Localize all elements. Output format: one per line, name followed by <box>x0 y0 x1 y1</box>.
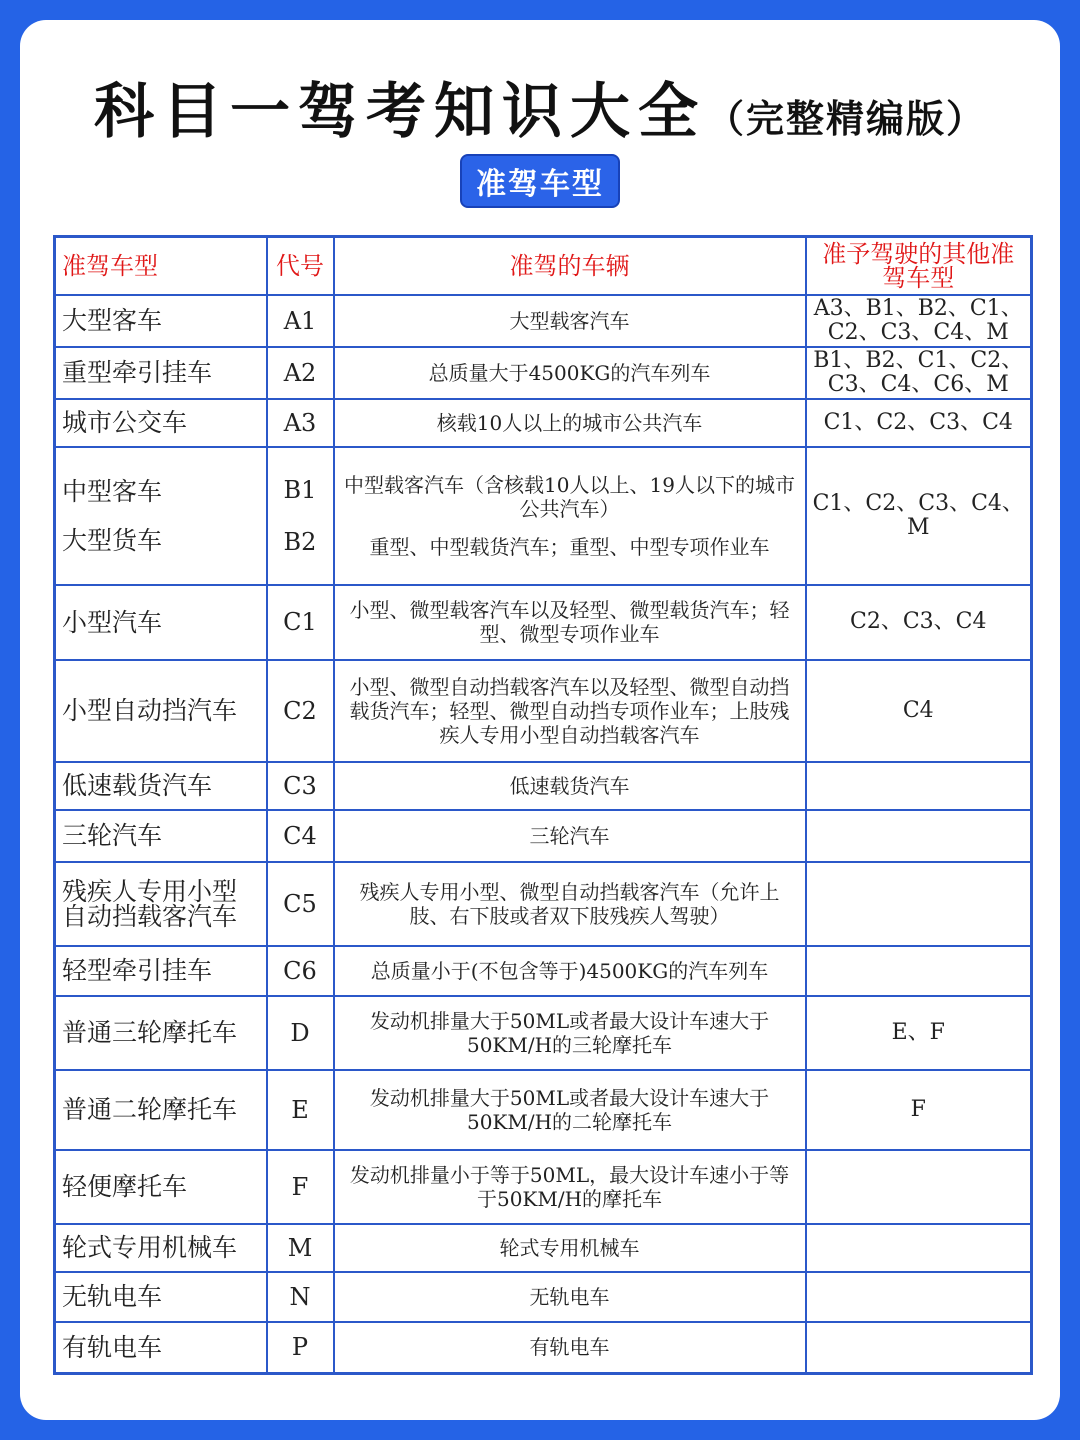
cell-other <box>806 1224 1032 1272</box>
cell-vehicles-b2: 重型、中型载货汽车；重型、中型专项作业车 <box>369 534 770 559</box>
cell-other <box>806 810 1032 862</box>
cell-vehicles <box>334 447 806 585</box>
cell-other: C4 <box>806 660 1032 762</box>
cell-code: C6 <box>267 946 334 996</box>
cell-vehicles: 总质量小于(不包含等于)4500KG的汽车列车 <box>334 946 806 996</box>
cell-other-b1: C1、C2、C3、C4、M <box>812 490 1024 540</box>
cell-vehicles: 发动机排量小于等于50ML，最大设计车速小于等于50KM/H的摩托车 <box>334 1150 806 1224</box>
cell-code: F <box>267 1150 334 1224</box>
cell-vehicles: 有轨电车 <box>334 1322 806 1374</box>
cell-type: 大型客车 <box>55 295 267 347</box>
table-row <box>55 762 1032 810</box>
title-subtitle: （完整精编版） <box>705 97 986 141</box>
cell-vehicles: 大型载客汽车 <box>334 295 806 347</box>
table-row <box>55 810 1032 862</box>
cell-other: A3、B1、B2、C1、C2、C3、C4、M <box>806 295 1032 347</box>
cell-vehicles: 残疾人专用小型、微型自动挡载客汽车（允许上肢、右下肢或者双下肢残疾人驾驶） <box>334 862 806 946</box>
cell-other <box>806 862 1032 946</box>
header-vehicles: 准驾的车辆 <box>334 237 806 295</box>
table-row <box>55 862 1032 946</box>
cell-type: 轮式专用机械车 <box>55 1224 267 1272</box>
cell-other <box>806 1322 1032 1374</box>
table-row-merged <box>55 447 1032 585</box>
cell-code: D <box>267 996 334 1070</box>
cell-code: N <box>267 1272 334 1322</box>
cell-vehicles: 发动机排量大于50ML或者最大设计车速大于50KM/H的二轮摩托车 <box>334 1070 806 1150</box>
cell-type-b2: 大型货车 <box>62 525 163 555</box>
table-row <box>55 996 1032 1070</box>
cell-code: C1 <box>267 585 334 660</box>
header-type: 准驾车型 <box>55 237 267 295</box>
content-card <box>20 20 1060 1420</box>
cell-code: A3 <box>267 399 334 447</box>
table-row <box>55 1224 1032 1272</box>
cell-vehicles: 小型、微型载客汽车以及轻型、微型载货汽车；轻型、微型专项作业车 <box>334 585 806 660</box>
cell-type: 普通三轮摩托车 <box>55 996 267 1070</box>
cell-type: 小型汽车 <box>55 585 267 660</box>
cell-code: E <box>267 1070 334 1150</box>
cell-code: C3 <box>267 762 334 810</box>
cell-other <box>806 946 1032 996</box>
section-badge: 准驾车型 <box>460 154 620 208</box>
cell-type: 城市公交车 <box>55 399 267 447</box>
cell-other: C2、C3、C4 <box>806 585 1032 660</box>
table-row <box>55 585 1032 660</box>
table-row <box>55 399 1032 447</box>
table-row <box>55 295 1032 347</box>
cell-vehicles: 轮式专用机械车 <box>334 1224 806 1272</box>
cell-vehicles: 小型、微型自动挡载客汽车以及轻型、微型自动挡载货汽车；轻型、微型自动挡专项作业车；上肢残疾人专用小型自动挡载客汽车 <box>334 660 806 762</box>
cell-code: C4 <box>267 810 334 862</box>
cell-vehicles: 三轮汽车 <box>334 810 806 862</box>
cell-type: 小型自动挡汽车 <box>55 660 267 762</box>
table-row <box>55 1272 1032 1322</box>
cell-other: E、F <box>806 996 1032 1070</box>
cell-type: 重型牵引挂车 <box>55 347 267 399</box>
table-row <box>55 660 1032 762</box>
cell-code: A2 <box>267 347 334 399</box>
cell-other <box>806 447 1032 585</box>
cell-type: 三轮汽车 <box>55 810 267 862</box>
cell-code-b2: B2 <box>283 527 317 556</box>
cell-other: B1、B2、C1、C2、C3、C4、C6、M <box>806 347 1032 399</box>
cell-code: P <box>267 1322 334 1374</box>
cell-vehicles: 核载10人以上的城市公共汽车 <box>334 399 806 447</box>
table-row <box>55 1150 1032 1224</box>
cell-type: 无轨电车 <box>55 1272 267 1322</box>
cell-code: C2 <box>267 660 334 762</box>
cell-vehicles-b1: 中型载客汽车（含核载10人以上、19人以下的城市公共汽车） <box>344 472 795 521</box>
cell-code: A1 <box>267 295 334 347</box>
table-row <box>55 347 1032 399</box>
cell-vehicles: 发动机排量大于50ML或者最大设计车速大于50KM/H的三轮摩托车 <box>334 996 806 1070</box>
header-code: 代号 <box>267 237 334 295</box>
cell-code: M <box>267 1224 334 1272</box>
license-type-table <box>53 235 1033 1375</box>
cell-other <box>806 1272 1032 1322</box>
page-title <box>20 64 1060 150</box>
cell-vehicles: 低速载货汽车 <box>334 762 806 810</box>
cell-code <box>267 447 334 585</box>
cell-type: 有轨电车 <box>55 1322 267 1374</box>
table-row <box>55 946 1032 996</box>
table-row <box>55 1322 1032 1374</box>
cell-other <box>806 762 1032 810</box>
cell-code-b1: B1 <box>283 475 317 504</box>
cell-type-b1: 中型客车 <box>62 476 163 506</box>
cell-type: 轻便摩托车 <box>55 1150 267 1224</box>
cell-type: 残疾人专用小型自动挡载客汽车 <box>55 862 267 946</box>
cell-vehicles: 无轨电车 <box>334 1272 806 1322</box>
cell-other: C1、C2、C3、C4 <box>806 399 1032 447</box>
table-row <box>55 1070 1032 1150</box>
header-other: 准予驾驶的其他准驾车型 <box>806 237 1032 295</box>
cell-other <box>806 1150 1032 1224</box>
cell-type: 普通二轮摩托车 <box>55 1070 267 1150</box>
table-header-row <box>55 237 1032 295</box>
title-main: 科目一驾考知识大全 <box>93 77 706 147</box>
cell-type <box>55 447 267 585</box>
cell-other: F <box>806 1070 1032 1150</box>
cell-code: C5 <box>267 862 334 946</box>
cell-type: 轻型牵引挂车 <box>55 946 267 996</box>
cell-type: 低速载货汽车 <box>55 762 267 810</box>
cell-vehicles: 总质量大于4500KG的汽车列车 <box>334 347 806 399</box>
